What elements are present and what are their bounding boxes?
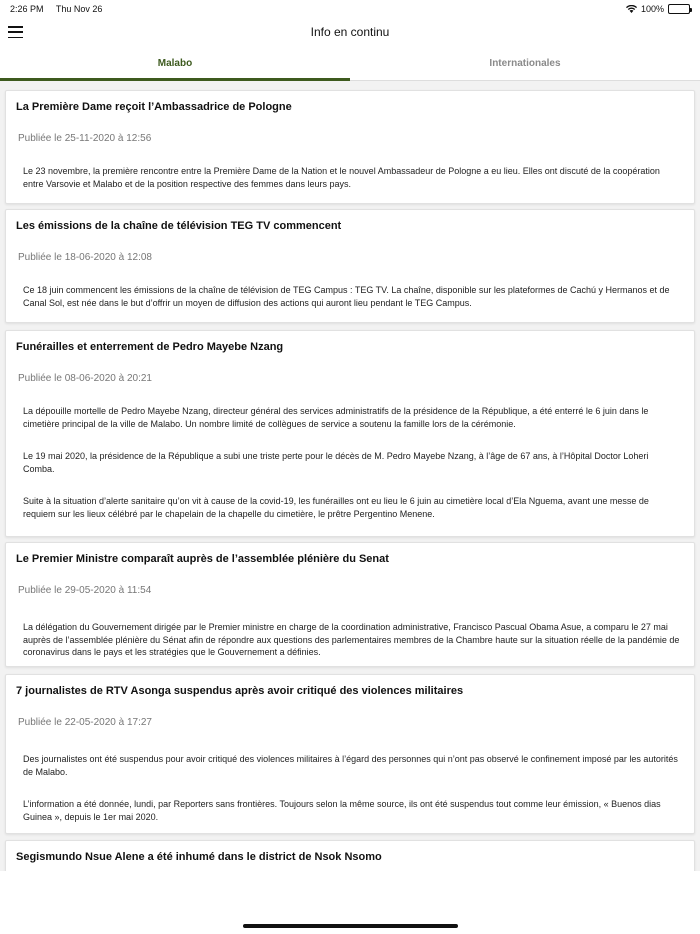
status-right (626, 4, 690, 14)
news-card[interactable] (5, 330, 695, 537)
news-title: Les émissions de la chaîne de télévision TEG TV commencent (16, 220, 342, 232)
status-date: Thu Nov 26 (55, 4, 103, 14)
news-paragraph: Ce 18 juin commencent les émissions de la chaîne de télévision de TEG Campus : TEG TV. La chaîne, disponible sur les plateformes de Cachú y Hermanos et de Canal Sol, est née dans le but d’offrir un moyen de diffusion des actions qui auront lieu pendant le TEG Campus. (23, 285, 670, 308)
news-body (23, 405, 682, 540)
news-date: Publiée le 25-11-2020 à 12:56 (18, 133, 152, 144)
news-title: Funérailles et enterrement de Pedro Mayebe Nzang (16, 341, 284, 353)
hamburger-menu-icon[interactable] (8, 26, 23, 38)
home-indicator[interactable] (243, 924, 458, 928)
tab-bar (0, 46, 700, 81)
news-card[interactable] (5, 542, 695, 667)
news-title: La Première Dame reçoit l’Ambassadrice de Pologne (16, 101, 292, 113)
battery-icon (668, 4, 690, 14)
news-date: Publiée le 22-05-2020 à 17:27 (18, 717, 152, 728)
status-bar (0, 0, 700, 18)
news-date: Publiée le 18-06-2020 à 12:08 (18, 252, 152, 263)
news-paragraph: La délégation du Gouvernement dirigée par le Premier ministre en charge de la coordination administrative, Francisco Pascual Obama Asue, a comparu le 27 mai auprès de l’assemblée plénière du Sénat afin de répondre aux questions des parlementaires membres de la Chambre haute sur la situation réelle de la pandémie de coronavirus dans le pays et les stratégies que le Gouvernement a définies. (23, 622, 680, 657)
status-time: 2:26 PM (10, 4, 44, 14)
news-card[interactable] (5, 674, 695, 834)
nav-bar (0, 18, 700, 46)
news-paragraph: Des journalistes ont été suspendus pour avoir critiqué des violences militaires à l’égard des personnes qui n’ont pas observé le confinement imposé par les autorités de Malabo. (23, 754, 678, 777)
news-body (23, 753, 682, 843)
news-date: Publiée le 29-05-2020 à 11:54 (18, 585, 152, 596)
news-paragraph: L’information a été donnée, lundi, par Reporters sans frontières. Toujours selon la même source, ils ont été suspendus tout comme leur émission, « Buenos dias Guinea », depuis le 1er mai 2020. (23, 799, 661, 822)
news-title: Segismundo Nsue Alene a été inhumé dans le district de Nsok Nsomo (16, 851, 382, 863)
news-body (23, 621, 682, 679)
news-body (23, 165, 682, 210)
news-paragraph: Le 19 mai 2020, la présidence de la République a subi une triste perte pour le décès de M. Pedro Mayebe Nzang, à l’âge de 67 ans, à l’Hôpital Doctor Loheri Comba. (23, 451, 649, 474)
news-card[interactable] (5, 90, 695, 204)
news-card[interactable] (5, 209, 695, 323)
tab-internationales[interactable]: Internationales (489, 57, 561, 69)
news-feed[interactable] (0, 81, 700, 871)
wifi-icon (626, 5, 637, 13)
news-title: 7 journalistes de RTV Asonga suspendus après avoir critiqué des violences militaires (16, 685, 464, 697)
tab-malabo[interactable]: Malabo (0, 46, 350, 80)
news-card[interactable] (5, 840, 695, 871)
news-body (23, 284, 682, 329)
news-date: Publiée le 08-06-2020 à 20:21 (18, 373, 152, 384)
news-title: Le Premier Ministre comparaît auprès de l’assemblée plénière du Senat (16, 553, 389, 565)
battery-percent: 100% (640, 4, 664, 14)
news-paragraph: Suite à la situation d’alerte sanitaire qu’on vit à cause de la covid-19, les funérailles ont eu lieu le 6 juin au cimetière local d’Ela Nguema, avant une messe de requiem sur les lieux célébré par le chapelain de la chapelle du cimetière, le prêtre Pergentino Menene. (23, 496, 649, 519)
status-left (10, 4, 112, 14)
page-title: Info en continu (310, 25, 390, 39)
news-paragraph: Le 23 novembre, la première rencontre entre la Première Dame de la Nation et le nouvel Ambassadeur de Pologne a eu lieu. Elles ont discuté de la coopération entre Varsovie et Malabo et de la position respective des femmes dans leurs pays. (23, 166, 660, 189)
news-paragraph: La dépouille mortelle de Pedro Mayebe Nzang, directeur général des services administratifs de la présidence de la République, a été enterré le 6 juin dans le cimetière principal de la ville de Malabo. Un nombre limité de collègues de service a soutenu la famille lors de la cérémonie. (23, 406, 649, 429)
